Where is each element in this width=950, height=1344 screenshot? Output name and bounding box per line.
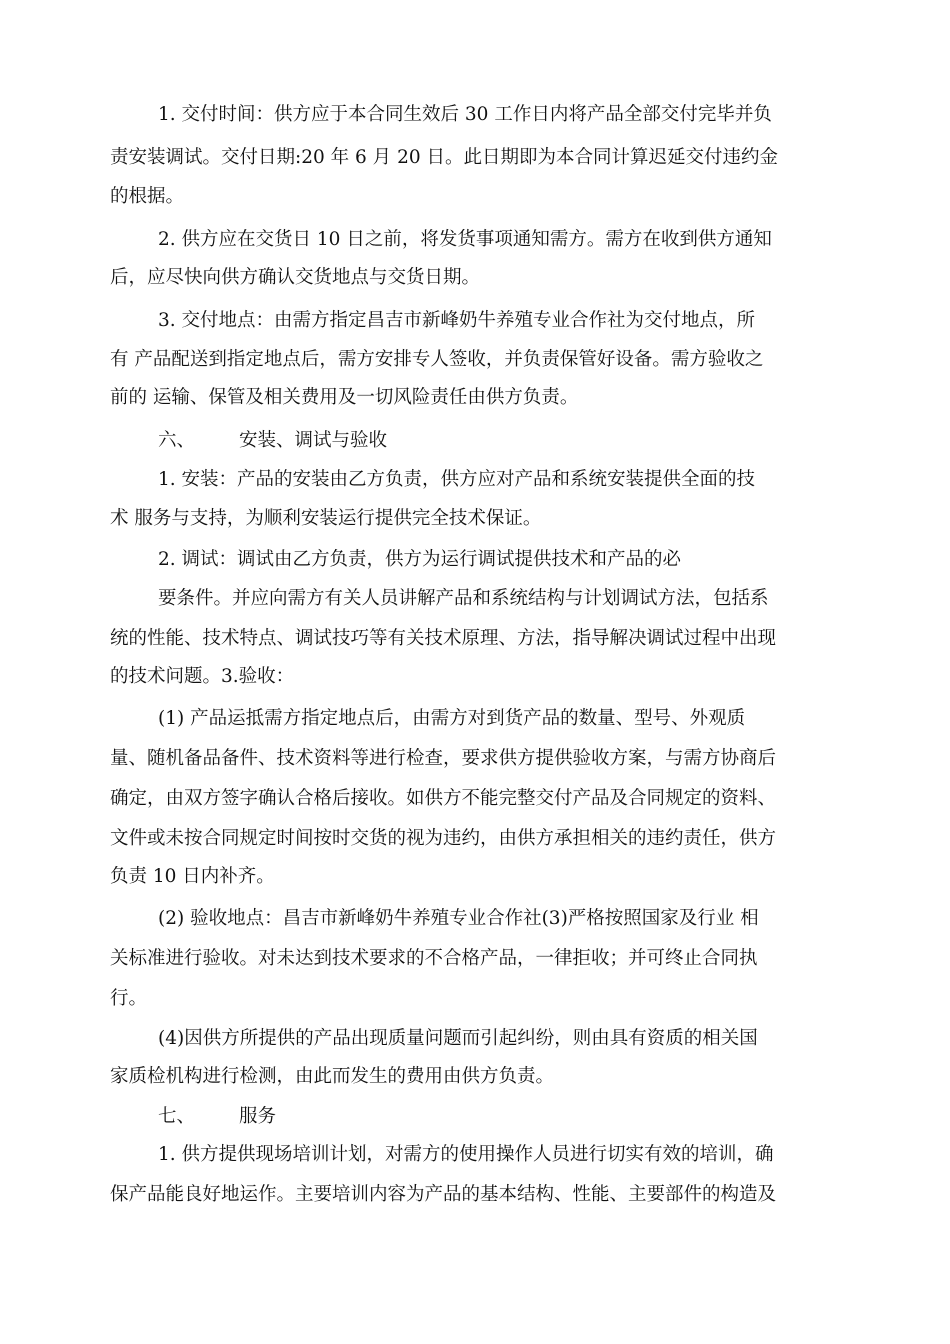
paragraph-delivery-time-line-2: 责安装调试。交付日期:20 年 6 月 20 日。此日期即为本合同计算迟延交付违约金 <box>110 147 778 168</box>
paragraph-debugging-line-3: 统的性能、技术特点、调试技巧等有关技术原理、方法，指导解决调试过程中出现 <box>110 628 777 649</box>
paragraph-delivery-place-line-3: 前的 运输、保管及相关费用及一切风险责任由供方负责。 <box>110 387 579 408</box>
paragraph-debugging-line-4: 的技术问题。3.验收： <box>110 666 295 687</box>
section-number: 七、 <box>158 1106 196 1127</box>
paragraph-acceptance-4-line-1: (4)因供方所提供的产品出现质量问题而引起纠纷，则由具有资质的相关国 <box>158 1028 758 1049</box>
paragraph-acceptance-1-line-3: 确定，由双方签字确认合格后接收。如供方不能完整交付产品及合同规定的资料、 <box>110 788 777 809</box>
paragraph-delivery-place-line-2: 有 产品配送到指定地点后，需方安排专人签收，并负责保管好设备。需方验收之 <box>110 349 764 370</box>
section-heading-service <box>158 1104 888 1130</box>
paragraph-delivery-time-line-1: 1. 交付时间：供方应于本合同生效后 30 工作日内将产品全部交付完毕并负 <box>158 104 772 125</box>
paragraph-training-line-1: 1. 供方提供现场培训计划，对需方的使用操作人员进行切实有效的培训，确 <box>158 1144 774 1165</box>
section-title: 安装、调试与验收 <box>239 430 388 451</box>
paragraph-acceptance-1-line-1: (1) 产品运抵需方指定地点后，由需方对到货产品的数量、型号、外观质 <box>158 708 746 729</box>
paragraph-training-line-2: 保产品能良好地运作。主要培训内容为产品的基本结构、性能、主要部件的构造及 <box>110 1184 777 1205</box>
paragraph-acceptance-2-line-2: 关标准进行验收。对未达到技术要求的不合格产品，一律拒收；并可终止合同执 <box>110 948 758 969</box>
paragraph-acceptance-2-line-3: 行。 <box>110 988 148 1009</box>
paragraph-notice-line-2: 后，应尽快向供方确认交货地点与交货日期。 <box>110 267 481 288</box>
paragraph-acceptance-4-line-2: 家质检机构进行检测，由此而发生的费用由供方负责。 <box>110 1066 555 1087</box>
paragraph-acceptance-1-line-2: 量、随机备品备件、技术资料等进行检查，要求供方提供验收方案，与需方协商后 <box>110 748 777 769</box>
section-title: 服务 <box>239 1106 277 1127</box>
paragraph-delivery-place-line-1: 3. 交付地点：由需方指定昌吉市新峰奶牛养殖专业合作社为交付地点，所 <box>158 310 756 331</box>
paragraph-debugging-line-2: 要条件。并应向需方有关人员讲解产品和系统结构与计划调试方法，包括系 <box>158 588 769 609</box>
paragraph-delivery-time-line-3: 的根据。 <box>110 186 185 207</box>
paragraph-acceptance-2-line-1: (2) 验收地点：昌吉市新峰奶牛养殖专业合作社(3)严格按照国家及行业 相 <box>158 908 759 929</box>
section-heading-installation <box>158 428 888 454</box>
paragraph-acceptance-1-line-4: 文件或未按合同规定时间按时交货的视为违约，由供方承担相关的违约责任，供方 <box>110 828 777 849</box>
paragraph-debugging-line-1: 2. 调试：调试由乙方负责，供方为运行调试提供技术和产品的必 <box>158 549 682 570</box>
section-number: 六、 <box>158 430 196 451</box>
paragraph-notice-line-1: 2. 供方应在交货日 10 日之前，将发货事项通知需方。需方在收到供方通知 <box>158 229 772 250</box>
paragraph-acceptance-1-line-5: 负责 10 日内补齐。 <box>110 866 275 887</box>
paragraph-installation-line-2: 术 服务与支持，为顺利安装运行提供完全技术保证。 <box>110 508 542 529</box>
paragraph-installation-line-1: 1. 安装：产品的安装由乙方负责，供方应对产品和系统安装提供全面的技 <box>158 469 756 490</box>
